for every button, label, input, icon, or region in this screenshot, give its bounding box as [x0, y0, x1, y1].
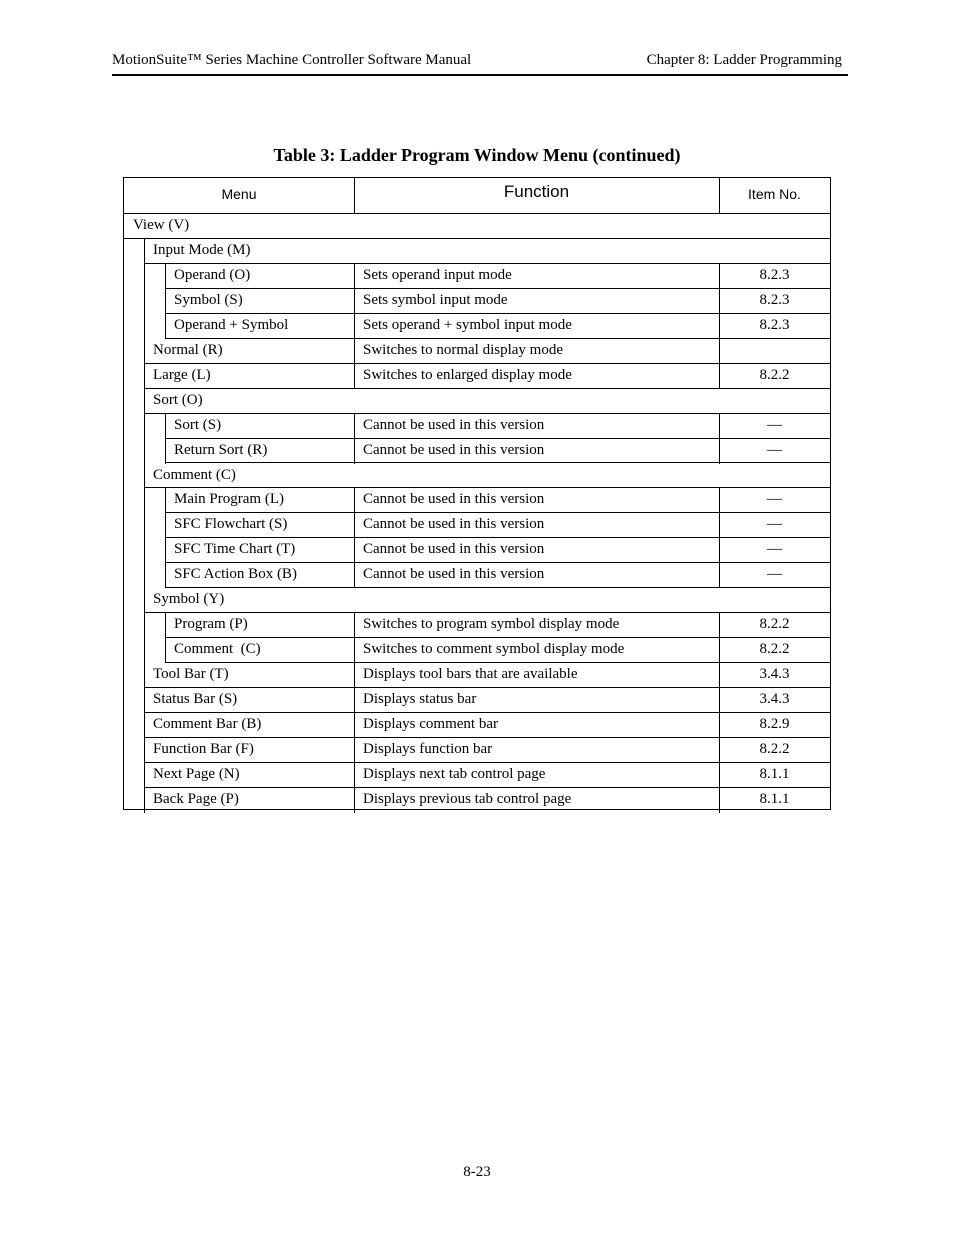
row-rule [165, 462, 830, 463]
function-description: Switches to enlarged display mode [363, 367, 572, 383]
column-divider [354, 438, 355, 464]
header-divider [719, 178, 720, 213]
menu-item-label: Next Page (N) [153, 766, 240, 782]
menu-item-label: Comment (C) [174, 641, 261, 657]
column-divider [354, 637, 355, 663]
indent-rule [144, 637, 145, 663]
indent-rule [144, 787, 145, 813]
indent-rule [144, 338, 145, 364]
item-number: 8.2.3 [759, 292, 790, 308]
column-divider [354, 338, 355, 364]
row-rule [144, 737, 830, 738]
indent-rule [165, 537, 166, 563]
row-rule [165, 637, 830, 638]
row-rule [165, 288, 830, 289]
row-rule [165, 512, 830, 513]
column-divider [354, 413, 355, 439]
row-rule [144, 687, 830, 688]
column-divider [354, 712, 355, 738]
function-description: Sets operand + symbol input mode [363, 317, 572, 333]
item-number: 8.2.2 [759, 641, 790, 657]
indent-rule [144, 612, 145, 638]
column-header-function: Function [503, 182, 570, 201]
menu-item-label: Program (P) [174, 616, 248, 632]
function-description: Cannot be used in this version [363, 417, 545, 433]
item-number: — [767, 541, 782, 557]
row-rule [165, 338, 830, 339]
indent-rule [144, 238, 145, 264]
row-rule [144, 612, 830, 613]
row-rule [124, 238, 830, 239]
header-manual-title: MotionSuite™ Series Machine Controller Software Manual [112, 52, 472, 68]
indent-rule [144, 487, 145, 513]
menu-item-label: Function Bar (F) [153, 741, 254, 757]
column-divider [354, 787, 355, 813]
function-description: Cannot be used in this version [363, 566, 545, 582]
menu-item-label: Back Page (P) [153, 791, 239, 807]
row-rule [165, 562, 830, 563]
indent-rule [144, 562, 145, 588]
indent-rule [144, 313, 145, 339]
item-number: 8.1.1 [759, 766, 790, 782]
row-rule [165, 537, 830, 538]
row-rule [144, 263, 830, 264]
item-number: 8.1.1 [759, 791, 790, 807]
item-number: 3.4.3 [759, 691, 790, 707]
column-divider [354, 737, 355, 763]
column-header-menu: Menu [221, 186, 257, 202]
menu-item-label: Symbol (S) [174, 292, 243, 308]
indent-rule [144, 662, 145, 688]
function-description: Switches to program symbol display mode [363, 616, 620, 632]
indent-rule [144, 737, 145, 763]
row-rule [144, 388, 830, 389]
indent-rule [144, 537, 145, 563]
menu-item-label: SFC Flowchart (S) [174, 516, 288, 532]
menu-item-label: Return Sort (R) [174, 442, 268, 458]
column-divider [354, 363, 355, 389]
indent-rule [144, 712, 145, 738]
column-divider [354, 562, 355, 588]
indent-rule [165, 263, 166, 289]
menu-item-label: Tool Bar (T) [153, 666, 229, 682]
item-number: — [767, 516, 782, 532]
menu-table [123, 177, 831, 810]
item-number: 8.2.9 [759, 716, 790, 732]
item-number: 8.2.2 [759, 367, 790, 383]
indent-rule [144, 263, 145, 289]
function-description: Cannot be used in this version [363, 491, 545, 507]
row-rule [144, 787, 830, 788]
indent-rule [165, 512, 166, 538]
menu-item-label: SFC Time Chart (T) [174, 541, 296, 557]
indent-rule [165, 413, 166, 439]
column-divider [354, 662, 355, 688]
function-description: Cannot be used in this version [363, 541, 545, 557]
header-rule [124, 213, 830, 214]
item-number: 8.2.3 [759, 267, 790, 283]
menu-item-label: Input Mode (M) [153, 242, 251, 258]
column-header-item-no: Item No. [748, 186, 801, 202]
row-rule [165, 313, 830, 314]
column-divider [719, 338, 720, 364]
function-description: Sets symbol input mode [363, 292, 508, 308]
function-description: Displays tool bars that are available [363, 666, 578, 682]
indent-rule [165, 487, 166, 513]
function-description: Switches to comment symbol display mode [363, 641, 625, 657]
item-number: 8.2.2 [759, 741, 790, 757]
indent-rule [165, 637, 166, 663]
menu-item-label: Comment Bar (B) [153, 716, 262, 732]
row-rule [144, 487, 830, 488]
item-number: 3.4.3 [759, 666, 790, 682]
function-description: Displays next tab control page [363, 766, 546, 782]
header-chapter-title: Chapter 8: Ladder Programming [646, 52, 842, 68]
indent-rule [165, 288, 166, 314]
column-divider [354, 512, 355, 538]
column-divider [354, 537, 355, 563]
item-number: — [767, 566, 782, 582]
row-rule [144, 363, 830, 364]
row-rule [165, 662, 830, 663]
indent-rule [144, 438, 145, 464]
indent-rule [144, 512, 145, 538]
menu-item-label: Main Program (L) [174, 491, 284, 507]
indent-rule [144, 388, 145, 414]
menu-item-label: Sort (O) [153, 392, 203, 408]
menu-item-label: Normal (R) [153, 342, 223, 358]
menu-item-label: SFC Action Box (B) [174, 566, 297, 582]
function-description: Displays function bar [363, 741, 493, 757]
indent-rule [144, 363, 145, 389]
function-description: Displays comment bar [363, 716, 498, 732]
menu-item-label: Operand (O) [174, 267, 251, 283]
item-number: — [767, 491, 782, 507]
row-rule [144, 762, 830, 763]
indent-rule [144, 463, 145, 489]
function-description: Cannot be used in this version [363, 442, 545, 458]
column-divider [354, 313, 355, 339]
column-divider [354, 687, 355, 713]
row-rule [165, 438, 830, 439]
page-number: 8-23 [463, 1164, 491, 1180]
row-rule [144, 712, 830, 713]
item-number: — [767, 417, 782, 433]
indent-rule [165, 562, 166, 588]
item-number: 8.2.3 [759, 317, 790, 333]
row-rule [165, 587, 830, 588]
header-rule [112, 74, 848, 76]
menu-item-label: Operand + Symbol [174, 317, 289, 333]
indent-rule [165, 612, 166, 638]
column-divider [354, 288, 355, 314]
indent-rule [165, 438, 166, 464]
function-description: Switches to normal display mode [363, 342, 563, 358]
indent-rule [144, 587, 145, 613]
function-description: Displays status bar [363, 691, 477, 707]
indent-rule [165, 313, 166, 339]
function-description: Displays previous tab control page [363, 791, 572, 807]
indent-rule [144, 687, 145, 713]
menu-item-label: Comment (C) [153, 467, 236, 483]
indent-rule [144, 762, 145, 788]
menu-item-label: View (V) [133, 217, 190, 233]
column-divider [354, 263, 355, 289]
header-divider [354, 178, 355, 213]
column-divider [354, 487, 355, 513]
function-description: Sets operand input mode [363, 267, 512, 283]
menu-item-label: Status Bar (S) [153, 691, 238, 707]
indent-rule [144, 413, 145, 439]
column-divider [354, 612, 355, 638]
item-number: 8.2.2 [759, 616, 790, 632]
table-title: Table 3: Ladder Program Window Menu (continued) [273, 145, 681, 165]
menu-item-label: Sort (S) [174, 417, 222, 433]
menu-item-label: Symbol (Y) [153, 591, 225, 607]
indent-rule [144, 288, 145, 314]
menu-item-label: Large (L) [153, 367, 211, 383]
row-rule [144, 413, 830, 414]
item-number: — [767, 442, 782, 458]
column-divider [354, 762, 355, 788]
function-description: Cannot be used in this version [363, 516, 545, 532]
